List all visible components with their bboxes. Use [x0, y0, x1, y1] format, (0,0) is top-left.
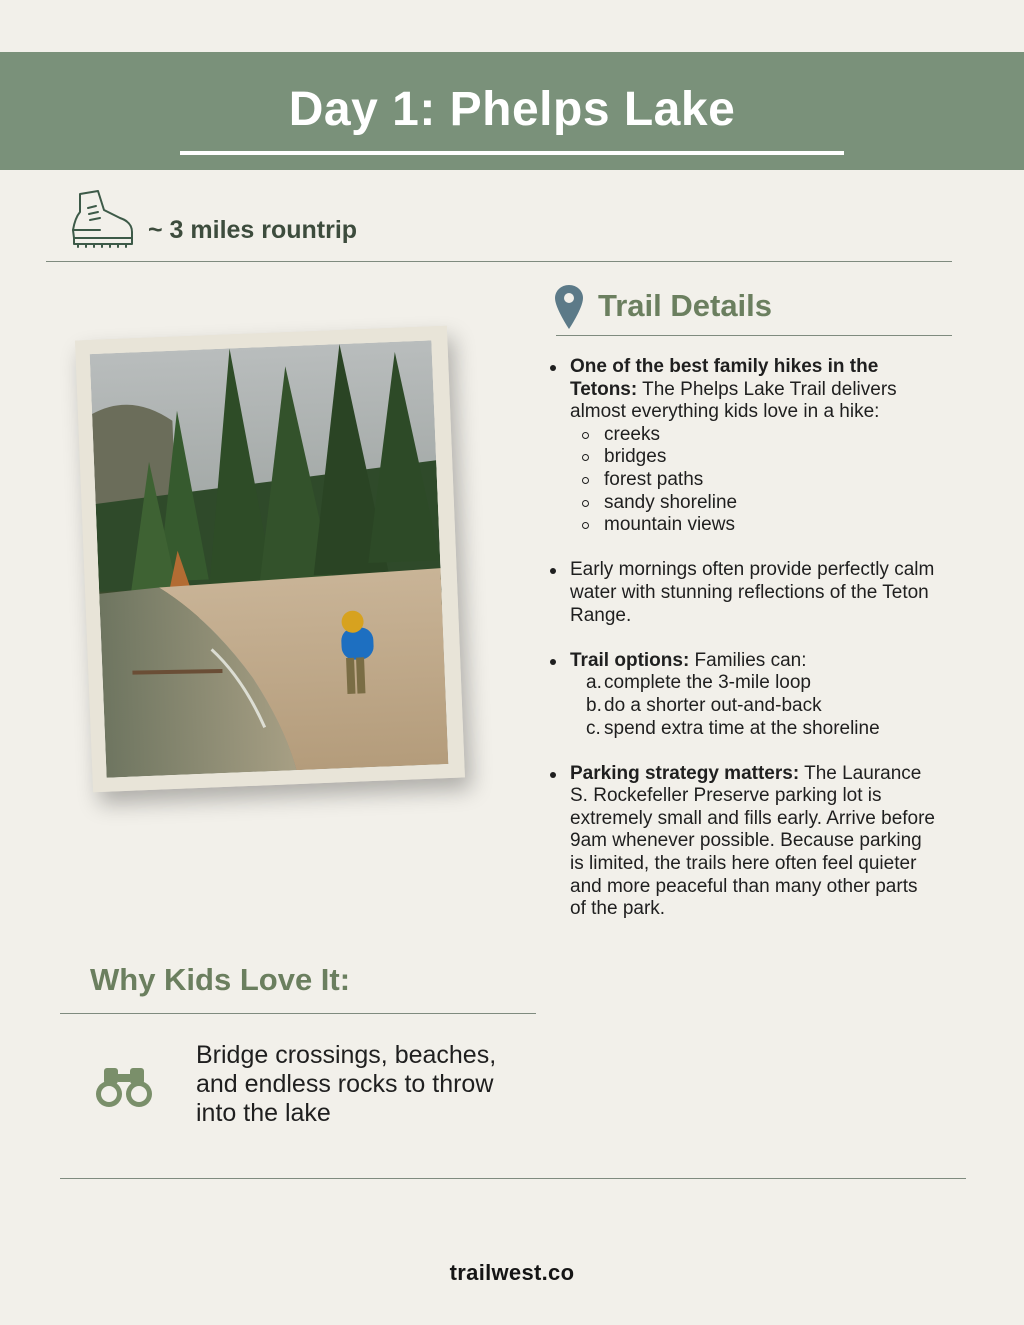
- footer-divider: [60, 1178, 966, 1179]
- page-title: Day 1: Phelps Lake: [288, 83, 736, 136]
- why-kids-divider: [60, 1013, 536, 1014]
- detail-item-text: Families can:: [689, 649, 807, 671]
- sub-item-text: spend extra time at the shoreline: [604, 717, 880, 739]
- detail-item-parking: [548, 763, 938, 921]
- trail-details-list: [548, 356, 938, 943]
- sub-item: mountain views: [570, 514, 938, 537]
- why-kids-title: Why Kids Love It:: [90, 962, 351, 997]
- sub-item: sandy shoreline: [570, 492, 938, 515]
- binoculars-icon: [94, 1062, 154, 1110]
- sub-item: [570, 672, 938, 695]
- sub-item-text: do a shorter out-and-back: [604, 694, 822, 716]
- distance-text: ~ 3 miles rountrip: [148, 216, 358, 244]
- detail-item-bold: One of the best family hikes in the Tetons:: [570, 356, 879, 400]
- detail-item-text: The Laurance S. Rockefeller Preserve parking lot is extremely small and fills early. Arrive before 9am whenever possible. Because parking is limited, the trails here often feel quieter and more peaceful than many other parts of the park.: [570, 762, 935, 920]
- detail-item-early-mornings: [548, 559, 938, 627]
- sub-item-text: complete the 3-mile loop: [604, 672, 811, 694]
- sub-item: bridges: [570, 446, 938, 469]
- footer-site: trailwest.co: [449, 1260, 575, 1285]
- distance-divider: [46, 261, 952, 262]
- trail-details-title: Trail Details: [598, 288, 773, 323]
- why-kids-text: Bridge crossings, beaches, and endless rocks to throw into the lake: [196, 1041, 497, 1127]
- location-pin-icon: [554, 284, 584, 330]
- trail-details-divider: [556, 335, 952, 336]
- trail-photo: [90, 340, 449, 777]
- detail-item-bold: Parking strategy matters:: [570, 762, 800, 784]
- sub-item-marker: b.: [586, 694, 602, 716]
- photo-frame: [75, 326, 465, 793]
- sub-item-marker: a.: [586, 672, 602, 694]
- detail-item-text: Early mornings often provide perfectly calm water with stunning reflections of the Teton Range.: [570, 559, 935, 626]
- sub-item: forest paths: [570, 469, 938, 492]
- detail-item-bold: Trail options:: [570, 649, 690, 671]
- sub-item: creeks: [570, 424, 938, 447]
- detail-item-best-family-hike: [548, 356, 938, 537]
- sub-item-marker: c.: [586, 717, 601, 739]
- detail-item-text: The Phelps Lake Trail delivers almost everything kids love in a hike:: [570, 378, 897, 423]
- sub-item: [570, 718, 938, 741]
- detail-item-trail-options: [548, 650, 938, 740]
- sub-item: [570, 695, 938, 718]
- hiking-boot-icon: [70, 188, 136, 250]
- title-underline: [180, 151, 844, 155]
